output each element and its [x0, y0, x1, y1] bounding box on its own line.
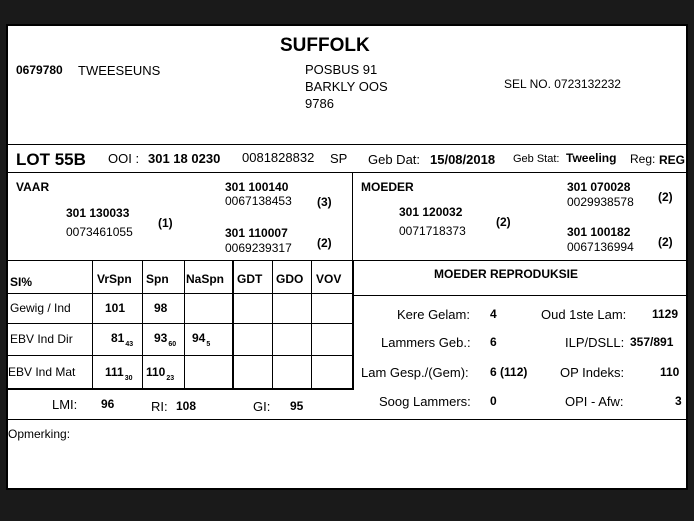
si-cell-vrspn: 101: [105, 301, 126, 315]
dam-sire-code: 0029938578: [567, 195, 634, 209]
breeder-name: TWEESEUNS: [78, 63, 161, 78]
kere-gelam-value: 4: [490, 307, 497, 321]
si-header-vov: VOV: [316, 272, 342, 286]
si-cell-vrspn-accuracy: 43: [125, 341, 134, 348]
si-cell-vrspn: 81: [111, 331, 125, 345]
reg-label: Reg:: [630, 152, 656, 166]
si-header-gdt: GDT: [237, 272, 263, 286]
sire-dam-code: 0069239317: [225, 241, 292, 255]
si-cell-naspn: 94: [192, 331, 206, 345]
remarks-label: Opmerking:: [8, 427, 71, 441]
lmi-label: LMI:: [52, 397, 78, 412]
si-cell-spn: 93: [154, 331, 168, 345]
sire-mark: (1): [158, 216, 173, 230]
ooi-value: 301 18 0230: [148, 151, 221, 166]
gi-value: 95: [290, 399, 304, 413]
geb-stat-label: Geb Stat:: [513, 153, 560, 165]
si-header-label: SI%: [10, 275, 33, 289]
lam-gesp-value: 6 (112): [490, 365, 528, 379]
moeder-label: MOEDER: [361, 180, 414, 194]
gi-label: GI:: [253, 399, 271, 414]
ooi-code: 0081828832: [242, 150, 315, 165]
ilp-dsll-value: 357/891: [630, 335, 674, 349]
si-header-vrspn: VrSpn: [97, 272, 132, 286]
si-cell-vrspn-accuracy: 30: [124, 375, 133, 382]
ooi-label: OOI :: [108, 151, 140, 166]
lmi-value: 96: [101, 397, 115, 411]
dam-mark: (2): [496, 215, 511, 229]
sire-sire-mark: (3): [317, 195, 332, 209]
dam-dam-code: 0067136994: [567, 240, 634, 254]
si-header-naspn: NaSpn: [186, 272, 225, 286]
soog-lammers-value: 0: [490, 394, 497, 408]
lam-gesp-label: Lam Gesp./(Gem):: [361, 365, 469, 380]
address-line-3: 9786: [305, 96, 334, 111]
ri-value: 108: [176, 399, 197, 413]
reproduction-title: MOEDER REPRODUKSIE: [434, 267, 579, 281]
soog-lammers-label: Soog Lammers:: [379, 394, 471, 409]
sire-id: 301 130033: [66, 206, 130, 220]
dam-sire-id: 301 070028: [567, 180, 631, 194]
address-line-1: POSBUS 91: [305, 62, 378, 77]
si-row-label: Gewig / Ind: [10, 301, 71, 315]
si-row-label: EBV Ind Mat: [8, 365, 76, 379]
si-cell-naspn-accuracy: 5: [206, 341, 211, 348]
sire-code: 0073461055: [66, 225, 133, 239]
opi-afw-value: 3: [675, 394, 682, 408]
dam-code: 0071718373: [399, 224, 466, 238]
si-cell-spn: 98: [154, 301, 168, 315]
lot-card: [6, 24, 688, 490]
op-indeks-label: OP Indeks:: [560, 365, 625, 380]
si-header-spn: Spn: [146, 272, 169, 286]
sire-sire-id: 301 100140: [225, 180, 289, 194]
ilp-dsll-label: ILP/DSLL:: [565, 335, 625, 350]
dam-dam-mark: (2): [658, 235, 673, 249]
sel-no: SEL NO. 0723132232: [504, 77, 621, 91]
si-row-label: EBV Ind Dir: [10, 332, 73, 346]
dam-sire-mark: (2): [658, 190, 673, 204]
oud-1ste-lam-label: Oud 1ste Lam:: [541, 307, 627, 322]
ri-label: RI:: [151, 399, 168, 414]
breed-title: SUFFOLK: [280, 35, 370, 56]
si-cell-spn-accuracy: 23: [166, 375, 175, 382]
sire-sire-code: 0067138453: [225, 194, 292, 208]
lammers-geb-label: Lammers Geb.:: [381, 335, 471, 350]
sire-dam-mark: (2): [317, 236, 332, 250]
lammers-geb-value: 6: [490, 335, 497, 349]
si-cell-spn: 110: [146, 365, 166, 379]
sp-label: SP: [330, 151, 348, 166]
si-header-gdo: GDO: [276, 272, 304, 286]
dam-id: 301 120032: [399, 205, 463, 219]
address-line-2: BARKLY OOS: [305, 79, 388, 94]
op-indeks-value: 110: [660, 365, 680, 379]
breeder-id: 0679780: [16, 63, 63, 77]
dam-dam-id: 301 100182: [567, 225, 631, 239]
si-cell-spn-accuracy: 60: [168, 341, 177, 348]
vaar-label: VAAR: [16, 180, 50, 194]
geb-stat-value: Tweeling: [566, 151, 617, 165]
oud-1ste-lam-value: 1129: [652, 307, 679, 321]
geb-dat-value: 15/08/2018: [430, 152, 496, 167]
opi-afw-label: OPI - Afw:: [565, 394, 624, 409]
geb-dat-label: Geb Dat:: [368, 152, 421, 167]
reg-value: REG: [659, 153, 686, 167]
sire-dam-id: 301 110007: [225, 226, 288, 240]
lot-number: LOT 55B: [16, 150, 86, 169]
si-cell-vrspn: 111: [105, 365, 124, 379]
kere-gelam-label: Kere Gelam:: [397, 307, 470, 322]
